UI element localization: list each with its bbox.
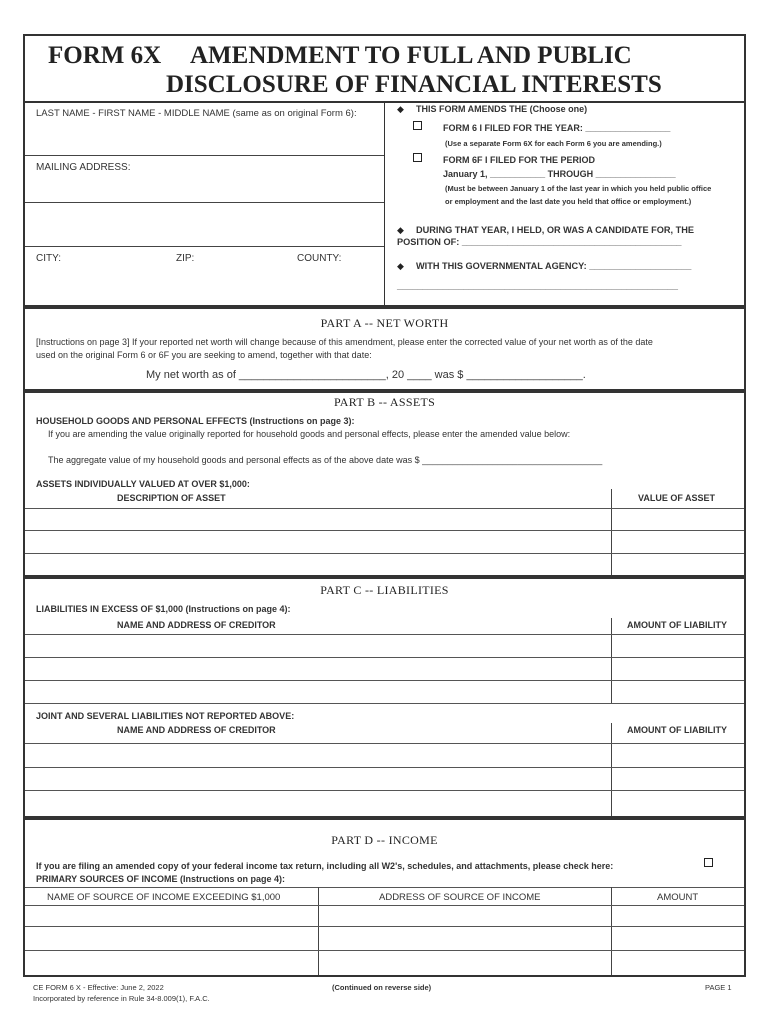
form-title-line1: AMENDMENT TO FULL AND PUBLIC (190, 42, 632, 69)
col-amount-of-liability-joint: AMOUNT OF LIABILITY (627, 725, 727, 735)
income-row-3-name[interactable] (25, 951, 318, 975)
asset-row-1-value[interactable] (612, 509, 744, 530)
agency-line2[interactable]: _______________________________________________________ (397, 281, 679, 291)
joint-row-1-creditor[interactable] (25, 744, 611, 767)
primary-sources-title: PRIMARY SOURCES OF INCOME (Instructions on page 4): (36, 874, 286, 884)
income-row-1-address[interactable] (319, 906, 611, 926)
option-form6f-note1: (Must be between January 1 of the last year in which you held public office (445, 184, 712, 193)
option-form6-note: (Use a separate Form 6X for each Form 6 you are amending.) (445, 139, 662, 148)
liability-row-3-creditor[interactable] (25, 681, 611, 703)
joint-row-2-creditor[interactable] (25, 768, 611, 790)
option-form6: FORM 6 I FILED FOR THE YEAR: _________________ (443, 123, 671, 133)
option-form6f: FORM 6F I FILED FOR THE PERIOD (443, 155, 596, 165)
household-goods-title: HOUSEHOLD GOODS AND PERSONAL EFFECTS (Instructions on page 3): (36, 416, 355, 426)
option-form6f-period: January 1, ___________ THROUGH ________________ (443, 169, 676, 179)
part-d-heading: PART D -- INCOME (331, 833, 438, 847)
income-row-1-name[interactable] (25, 906, 318, 926)
footer-form-info: CE FORM 6 X - Effective: June 2, 2022 (33, 983, 164, 992)
liabilities-title: LIABILITIES IN EXCESS OF $1,000 (Instructions on page 4): (36, 604, 291, 614)
mailing-address-field-2[interactable] (25, 203, 384, 246)
form6f-period-checkbox[interactable] (413, 153, 422, 162)
part-a-instructions-1: [Instructions on page 3] If your reported net worth will change because of this amendment, please enter the corrected value of your net worth as of the date (36, 337, 653, 347)
liability-row-2-amount[interactable] (612, 658, 744, 680)
net-worth-statement[interactable]: My net worth as of ________________________, 20 ____ was $ ___________________. (146, 369, 586, 381)
footer-continued: (Continued on reverse side) (332, 983, 432, 992)
asset-row-2-value[interactable] (612, 531, 744, 553)
asset-row-1-description[interactable] (25, 509, 611, 530)
tax-return-statement: If you are filing an amended copy of your federal income tax return, including all W2's, schedules, and attachments, please check here: (36, 861, 614, 871)
liability-row-2-creditor[interactable] (25, 658, 611, 680)
part-b-heading: PART B -- ASSETS (333, 395, 436, 409)
joint-row-1-amount[interactable] (612, 744, 744, 767)
income-row-3-address[interactable] (319, 951, 611, 975)
asset-row-3-value[interactable] (612, 554, 744, 575)
col-creditor: NAME AND ADDRESS OF CREDITOR (117, 620, 276, 630)
assets-title: ASSETS INDIVIDUALLY VALUED AT OVER $1,000: (36, 479, 250, 489)
liability-row-1-creditor[interactable] (25, 635, 611, 656)
col-income-amount: AMOUNT (657, 892, 699, 903)
asset-row-3-description[interactable] (25, 554, 611, 575)
diamond-bullet-icon: ◆ (397, 104, 404, 114)
governmental-agency[interactable]: WITH THIS GOVERNMENTAL AGENCY: ____________________ (416, 261, 692, 271)
income-row-3-amount[interactable] (612, 951, 744, 975)
income-row-1-amount[interactable] (612, 906, 744, 926)
col-creditor-joint: NAME AND ADDRESS OF CREDITOR (117, 725, 276, 735)
mailing-address-label: MAILING ADDRESS: (36, 162, 131, 173)
city-zip-county-field[interactable] (25, 266, 384, 304)
form6-year-checkbox[interactable] (413, 121, 422, 130)
joint-row-2-amount[interactable] (612, 768, 744, 790)
part-a-instructions-2: used on the original Form 6 or 6F you are seeking to amend, together with that date: (36, 350, 372, 360)
option-form6f-note2: or employment and the last date you held that office or employment.) (445, 197, 692, 206)
diamond-bullet-icon: ◆ (397, 261, 404, 271)
asset-row-2-description[interactable] (25, 531, 611, 553)
joint-row-3-creditor[interactable] (25, 791, 611, 815)
diamond-bullet-icon: ◆ (397, 225, 404, 235)
col-income-source-address: ADDRESS OF SOURCE OF INCOME (379, 892, 541, 903)
col-amount-of-liability: AMOUNT OF LIABILITY (627, 620, 727, 630)
form-title-line2: DISCLOSURE OF FINANCIAL INTERESTS (166, 71, 662, 98)
joint-liabilities-title: JOINT AND SEVERAL LIABILITIES NOT REPORTED ABOVE: (36, 711, 295, 721)
mailing-address-field-1[interactable] (25, 175, 384, 202)
footer-page-number: PAGE 1 (705, 983, 732, 992)
form-number: FORM 6X (48, 42, 162, 69)
liability-row-3-amount[interactable] (612, 681, 744, 703)
city-label: CITY: (36, 253, 62, 264)
name-field[interactable] (25, 120, 384, 155)
amends-heading: THIS FORM AMENDS THE (Choose one) (416, 104, 588, 114)
col-value-of-asset: VALUE OF ASSET (638, 493, 716, 503)
income-row-2-name[interactable] (25, 927, 318, 950)
part-c-heading: PART C -- LIABILITIES (320, 583, 449, 597)
county-label: COUNTY: (297, 253, 342, 264)
joint-row-3-amount[interactable] (612, 791, 744, 815)
footer-incorporated: Incorporated by reference in Rule 34-8.009(1), F.A.C. (33, 994, 210, 1003)
col-income-source-name: NAME OF SOURCE OF INCOME EXCEEDING $1,000 (47, 892, 281, 903)
household-goods-instructions: If you are amending the value originally reported for household goods and personal effects, please enter the amended value below: (48, 429, 571, 439)
candidate-line1: DURING THAT YEAR, I HELD, OR WAS A CANDIDATE FOR, THE (416, 225, 695, 235)
tax-return-checkbox[interactable] (704, 858, 713, 867)
candidate-position[interactable]: POSITION OF: ___________________________________________ (397, 237, 682, 247)
name-label: LAST NAME - FIRST NAME - MIDDLE NAME (same as on original Form 6): (36, 108, 357, 119)
income-row-2-amount[interactable] (612, 927, 744, 950)
liability-row-1-amount[interactable] (612, 635, 744, 656)
household-goods-statement[interactable]: The aggregate value of my household goods and personal effects as of the above date was $ ____________________________________ (48, 455, 603, 465)
col-description-of-asset: DESCRIPTION OF ASSET (117, 493, 226, 503)
part-a-heading: PART A -- NET WORTH (320, 316, 449, 330)
zip-label: ZIP: (176, 253, 195, 264)
income-row-2-address[interactable] (319, 927, 611, 950)
